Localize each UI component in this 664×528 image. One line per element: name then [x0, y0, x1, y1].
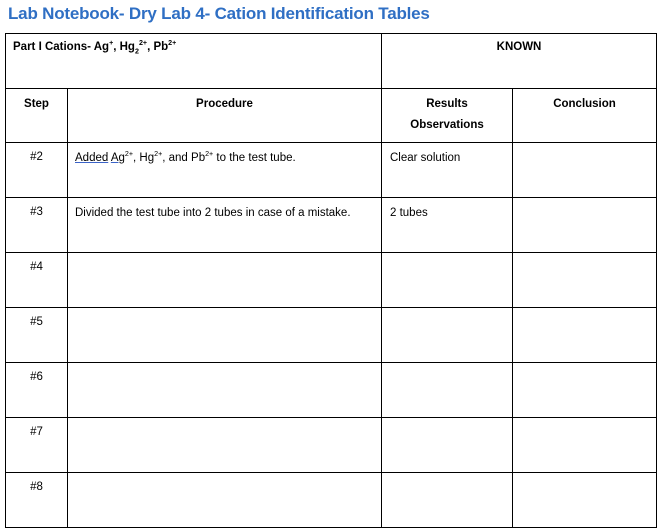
table-row	[6, 363, 657, 418]
step-cell: #7	[6, 418, 68, 473]
table-header-row	[6, 34, 657, 89]
result-cell[interactable]	[382, 308, 513, 363]
step-cell: #2	[6, 143, 68, 198]
step-cell: #4	[6, 253, 68, 308]
results-header-line2: Observations	[410, 119, 484, 131]
proc-hg-charge: 2+	[154, 150, 163, 159]
column-header-row	[6, 89, 657, 143]
step-cell: #6	[6, 363, 68, 418]
known-label: KNOWN	[382, 34, 657, 89]
ag-charge: +	[109, 39, 114, 48]
procedure-cell[interactable]	[68, 418, 382, 473]
result-cell[interactable]	[382, 418, 513, 473]
proc-tail: to the test tube.	[213, 152, 296, 164]
procedure-cell[interactable]	[68, 308, 382, 363]
step-cell: #8	[6, 473, 68, 528]
table-row	[6, 143, 657, 198]
conclusion-cell[interactable]	[513, 143, 657, 198]
pb-symbol: , Pb	[147, 41, 169, 53]
result-cell[interactable]	[382, 363, 513, 418]
result-cell[interactable]: Clear solution	[382, 143, 513, 198]
conclusion-cell[interactable]	[513, 198, 657, 253]
table-row	[6, 418, 657, 473]
pb-charge: 2+	[168, 39, 177, 48]
result-cell[interactable]: 2 tubes	[382, 198, 513, 253]
table-row	[6, 308, 657, 363]
document-title: Lab Notebook- Dry Lab 4- Cation Identification Tables	[8, 4, 430, 23]
table-row	[6, 473, 657, 528]
proc-word-added: Added	[75, 152, 109, 164]
result-cell[interactable]	[382, 473, 513, 528]
proc-pb: , and Pb	[162, 152, 206, 164]
results-header	[382, 89, 513, 143]
conclusion-cell[interactable]	[513, 473, 657, 528]
step-cell: #5	[6, 308, 68, 363]
proc-ag-charge: 2+	[124, 150, 134, 159]
proc-pb-charge: 2+	[205, 150, 214, 159]
step-header: Step	[6, 89, 68, 143]
procedure-cell[interactable]: Divided the test tube into 2 tubes in case of a mistake.	[68, 198, 382, 253]
hg-charge: 2+	[138, 39, 148, 48]
hg-symbol: , Hg	[113, 41, 135, 53]
procedure-cell[interactable]	[68, 143, 382, 198]
procedure-cell[interactable]	[68, 253, 382, 308]
procedure-cell[interactable]	[68, 363, 382, 418]
part-prefix: Part I Cations- Ag	[13, 41, 110, 53]
procedure-cell[interactable]	[68, 473, 382, 528]
conclusion-header: Conclusion	[513, 89, 657, 143]
proc-hg: , Hg	[133, 152, 155, 164]
table-row	[6, 198, 657, 253]
conclusion-cell[interactable]	[513, 363, 657, 418]
step-cell: #3	[6, 198, 68, 253]
conclusion-cell[interactable]	[513, 308, 657, 363]
part-title-cell	[6, 34, 382, 89]
results-header-line1: Results	[426, 98, 468, 110]
table-row	[6, 253, 657, 308]
cation-table	[5, 33, 657, 528]
conclusion-cell[interactable]	[513, 253, 657, 308]
conclusion-cell[interactable]	[513, 418, 657, 473]
hg-subscript: 2	[134, 47, 139, 56]
procedure-header: Procedure	[68, 89, 382, 143]
proc-ag: Ag	[110, 152, 125, 164]
result-cell[interactable]	[382, 253, 513, 308]
